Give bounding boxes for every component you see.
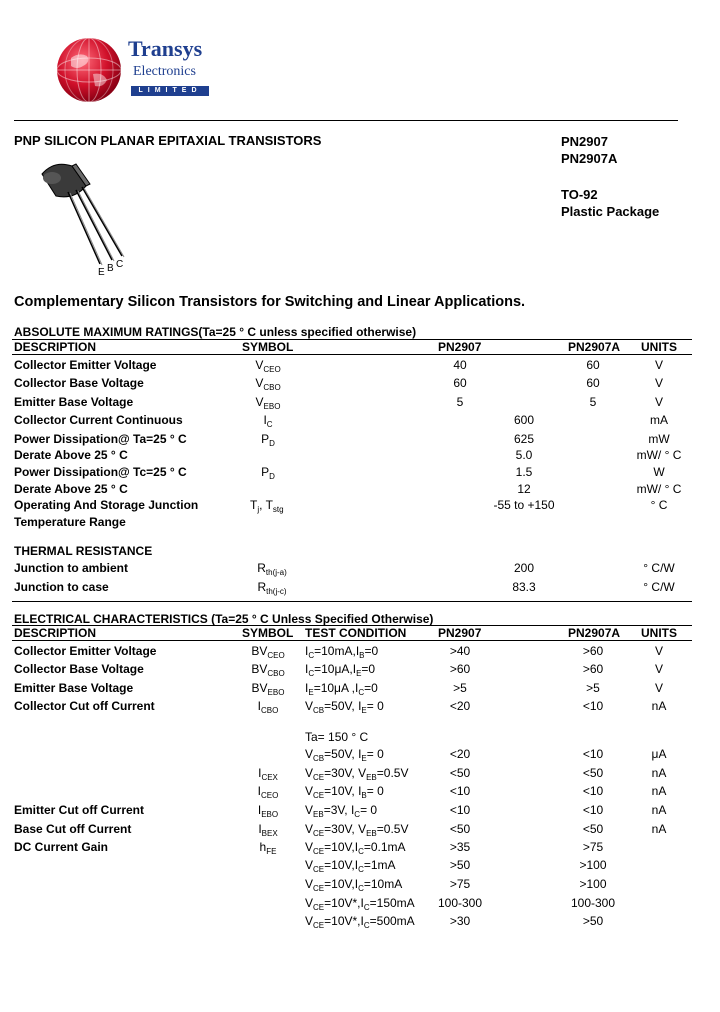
abs-row-units: V xyxy=(654,376,663,390)
package-desc: Plastic Package xyxy=(561,204,660,219)
abs-row-desc-2: Temperature Range xyxy=(14,515,126,529)
abs-row-pn2907: 60 xyxy=(453,376,467,390)
elec-row-units: nA xyxy=(651,803,667,817)
abs-row-symbol: $V_{EBO}$ xyxy=(255,395,281,411)
elec-row-units: nA xyxy=(651,766,667,780)
abs-row-pn2907a: 60 xyxy=(586,358,600,372)
elec-row-condition: $V_{CE}=10V*,I_C=150mA$ xyxy=(305,896,415,912)
elec-row-pn2907: >30 xyxy=(449,914,471,928)
elec-row-condition: $V_{CE}=30V$, $V_{EB}=0.5V$ xyxy=(305,766,409,782)
elec-row-pn2907: <50 xyxy=(449,822,471,836)
thermal-row-desc: Junction to case xyxy=(14,580,109,594)
abs-header-pn2907: PN2907 xyxy=(438,340,482,354)
elec-row-desc: Emitter Cut off Current xyxy=(14,803,144,817)
elec-row-pn2907a: <50 xyxy=(582,766,604,780)
logo xyxy=(55,36,123,104)
abs-row-value: 12 xyxy=(517,482,531,496)
abs-row-desc: Power Dissipation@ Ta=25 ° C xyxy=(14,432,187,446)
elec-row-pn2907a: <10 xyxy=(582,699,604,713)
elec-row-symbol: $h_{FE}$ xyxy=(259,840,277,856)
elec-row-units: nA xyxy=(651,784,667,798)
thermal-row-units: ° C/W xyxy=(643,580,675,594)
abs-row-units: mW/ ° C xyxy=(636,448,682,462)
elec-row-pn2907a: 100-300 xyxy=(570,896,616,910)
elec-row-desc: DC Current Gain xyxy=(14,840,109,854)
elec-header-symbol: SYMBOL xyxy=(242,626,294,640)
thermal-row-value: 83.3 xyxy=(512,580,536,594)
abs-row-desc: Derate Above 25 ° C xyxy=(14,448,128,462)
abs-row-symbol: $P_D$ xyxy=(261,432,275,448)
abs-rule-header xyxy=(12,354,692,355)
abs-row-pn2907: 5 xyxy=(456,395,464,409)
elec-row-pn2907a: >100 xyxy=(579,858,607,872)
elec-row-desc: Collector Emitter Voltage xyxy=(14,644,157,658)
brand-limited: LIMITED xyxy=(131,86,209,96)
elec-row-pn2907: >35 xyxy=(449,840,471,854)
abs-row-value: -55 to +150 xyxy=(493,498,555,512)
abs-row-symbol: $V_{CBO}$ xyxy=(255,376,281,392)
elec-row-pn2907: >40 xyxy=(449,644,471,658)
elec-row-units: V xyxy=(654,644,663,658)
package-type: TO-92 xyxy=(561,187,598,202)
elec-header-test: TEST CONDITION xyxy=(305,626,407,640)
elec-row-pn2907a: <10 xyxy=(582,747,604,761)
elec-row-condition: $V_{CE}=10V,I_C=0.1mA$ xyxy=(305,840,406,856)
elec-row-desc: Emitter Base Voltage xyxy=(14,681,134,695)
abs-row-units: W xyxy=(653,465,665,479)
top-rule xyxy=(14,120,678,121)
pin-b-label: B xyxy=(107,263,114,274)
elec-row-pn2907: >75 xyxy=(449,877,471,891)
elec-row-condition: $V_{CE}=10V*,I_C=500mA$ xyxy=(305,914,415,930)
elec-row-condition: $V_{CB}=50V$, $I_E= 0$ xyxy=(305,747,384,763)
elec-row-pn2907: 100-300 xyxy=(437,896,483,910)
elec-row-pn2907: <10 xyxy=(449,784,471,798)
elec-row-units: μA xyxy=(651,747,667,761)
elec-row-desc: Base Cut off Current xyxy=(14,822,132,836)
elec-row-pn2907a: >5 xyxy=(586,681,600,695)
abs-row-pn2907: 40 xyxy=(453,358,467,372)
elec-row-pn2907: >50 xyxy=(449,858,471,872)
elec-row-units: nA xyxy=(651,699,667,713)
elec-section-title: ELECTRICAL CHARACTERISTICS (Ta=25 ° C Unless Specified Otherwise) xyxy=(14,612,434,626)
elec-row-condition: $I_C=10mA,I_B=0$ xyxy=(305,644,379,660)
brand-sub: Electronics xyxy=(133,64,196,79)
elec-row-symbol: $I_{BEX}$ xyxy=(258,822,278,838)
abs-row-desc: Derate Above 25 ° C xyxy=(14,482,128,496)
elec-row-pn2907a: >75 xyxy=(582,840,604,854)
abs-row-desc: Emitter Base Voltage xyxy=(14,395,134,409)
abs-row-units: mW/ ° C xyxy=(636,482,682,496)
elec-row-pn2907a: <50 xyxy=(582,822,604,836)
elec-row-pn2907: <20 xyxy=(449,699,471,713)
part-number-2: PN2907A xyxy=(561,151,618,166)
abs-row-pn2907a: 60 xyxy=(586,376,600,390)
elec-row-condition: $V_{CE}=10V$, $I_B= 0$ xyxy=(305,784,384,800)
abs-row-units: V xyxy=(654,395,663,409)
elec-row-pn2907a: >100 xyxy=(579,877,607,891)
elec-row-symbol: $I_{CEO}$ xyxy=(257,784,279,800)
abs-row-symbol: $I_C$ xyxy=(263,413,273,429)
elec-row-condition: $V_{CB}=50V$, $I_E= 0$ xyxy=(305,699,384,715)
elec-row-pn2907a: <10 xyxy=(582,784,604,798)
abs-row-value: 600 xyxy=(513,413,535,427)
abs-header-units: UNITS xyxy=(641,340,677,354)
thermal-row-symbol: $R_{th(j-a)}$ xyxy=(257,561,287,577)
abs-row-desc: Operating And Storage Junction xyxy=(14,498,199,512)
abs-header-description: DESCRIPTION xyxy=(14,340,97,354)
abs-row-pn2907a: 5 xyxy=(589,395,597,409)
elec-row-pn2907a: >50 xyxy=(582,914,604,928)
elec-row-desc: Collector Cut off Current xyxy=(14,699,155,713)
elec-row-condition: $V_{CE}=30V$, $V_{EB}=0.5V$ xyxy=(305,822,409,838)
elec-row-pn2907: >60 xyxy=(449,662,471,676)
elec-row-pn2907: <50 xyxy=(449,766,471,780)
elec-row-pn2907a: >60 xyxy=(582,662,604,676)
elec-row-condition: $V_{EB}=3V$, $I_C= 0$ xyxy=(305,803,378,819)
pin-c-label: C xyxy=(116,259,124,270)
thermal-row-units: ° C/W xyxy=(643,561,675,575)
thermal-rule xyxy=(12,601,692,602)
elec-header-pn2907: PN2907 xyxy=(438,626,482,640)
abs-row-desc: Power Dissipation@ Tc=25 ° C xyxy=(14,465,187,479)
elec-row-symbol: $I_{CEX}$ xyxy=(258,766,278,782)
abs-row-desc: Collector Base Voltage xyxy=(14,376,144,390)
elec-header-units: UNITS xyxy=(641,626,677,640)
abs-row-units: mA xyxy=(650,413,668,427)
abs-header-symbol: SYMBOL xyxy=(242,340,294,354)
abs-header-pn2907a: PN2907A xyxy=(568,340,621,354)
doc-title: PNP SILICON PLANAR EPITAXIAL TRANSISTORS xyxy=(14,133,322,148)
elec-row-symbol: $I_{CBO}$ xyxy=(257,699,279,715)
abs-row-desc: Collector Emitter Voltage xyxy=(14,358,157,372)
elec-row-condition: $I_C=10\mu A,I_E=0$ xyxy=(305,662,376,678)
pin-e-label: E xyxy=(98,267,105,278)
elec-row-symbol: $BV_{CEO}$ xyxy=(251,644,285,660)
elec-rule-header xyxy=(12,640,692,641)
thermal-section-title: THERMAL RESISTANCE xyxy=(14,544,153,558)
elec-header-pn2907a: PN2907A xyxy=(568,626,621,640)
subtitle: Complementary Silicon Transistors for Switching and Linear Applications. xyxy=(14,294,526,310)
elec-row-condition: $V_{CE}=10V,I_C=1mA$ xyxy=(305,858,396,874)
elec-row-pn2907: >5 xyxy=(453,681,467,695)
thermal-row-value: 200 xyxy=(513,561,535,575)
brand-name: Transys xyxy=(128,36,203,61)
elec-row-symbol: $I_{EBO}$ xyxy=(257,803,279,819)
elec-row-symbol: $BV_{CBO}$ xyxy=(251,662,285,678)
elec-row-pn2907a: <10 xyxy=(582,803,604,817)
abs-row-symbol: $P_D$ xyxy=(261,465,275,481)
thermal-row-symbol: $R_{th(j-c)}$ xyxy=(257,580,287,596)
elec-row-pn2907: <20 xyxy=(449,747,471,761)
elec-row-pn2907a: >60 xyxy=(582,644,604,658)
abs-row-units: V xyxy=(654,358,663,372)
elec-row-units: nA xyxy=(651,822,667,836)
part-number-1: PN2907 xyxy=(561,134,608,149)
elec-row-condition: $I_E=10\mu A$ $,I_C=0$ xyxy=(305,681,378,697)
abs-row-symbol: $T_j$, $T_{stg}$ xyxy=(250,498,284,514)
elec-row-pn2907: <10 xyxy=(449,803,471,817)
elec-row-condition: Ta= 150 ° C xyxy=(305,730,369,744)
elec-row-condition: $V_{CE}=10V,I_C=10mA$ xyxy=(305,877,403,893)
thermal-row-desc: Junction to ambient xyxy=(14,561,128,575)
elec-row-units: V xyxy=(654,662,663,676)
abs-row-units: ° C xyxy=(650,498,668,512)
abs-row-value: 5.0 xyxy=(515,448,533,462)
abs-row-value: 625 xyxy=(513,432,535,446)
abs-section-title: ABSOLUTE MAXIMUM RATINGS(Ta=25 ° C unless specified otherwise) xyxy=(14,325,417,339)
elec-row-desc: Collector Base Voltage xyxy=(14,662,144,676)
globe-icon xyxy=(55,36,123,104)
elec-row-symbol: $BV_{EBO}$ xyxy=(251,681,285,697)
elec-row-units: V xyxy=(654,681,663,695)
abs-row-symbol: $V_{CEO}$ xyxy=(255,358,281,374)
abs-row-units: mW xyxy=(648,432,670,446)
abs-row-desc: Collector Current Continuous xyxy=(14,413,183,427)
elec-header-description: DESCRIPTION xyxy=(14,626,97,640)
abs-row-value: 1.5 xyxy=(515,465,533,479)
